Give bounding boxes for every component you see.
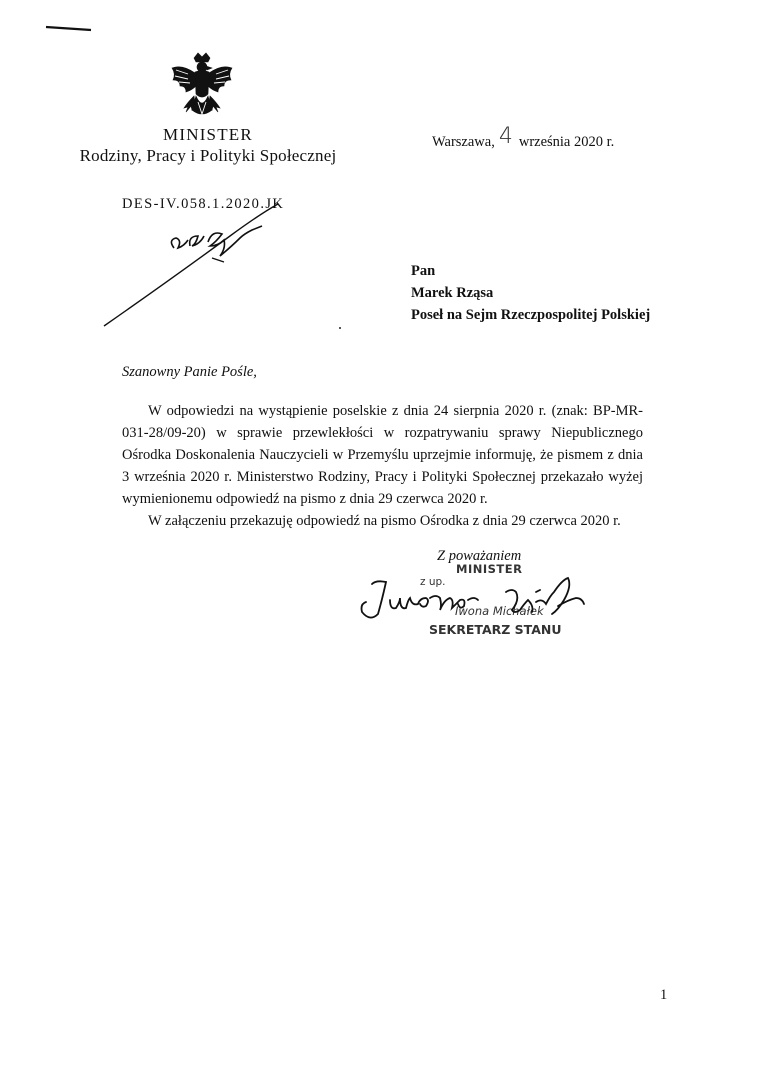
closing-regards: Z poważaniem — [437, 548, 522, 564]
ministry-title: MINISTER — [163, 125, 253, 144]
scan-speck — [339, 327, 341, 329]
ministry-heading — [60, 124, 356, 166]
ministry-name: Rodziny, Pracy i Polityki Społecznej — [79, 146, 337, 165]
page-number: 1 — [660, 987, 668, 1003]
handwritten-day: 4 — [498, 124, 513, 149]
letter-body — [122, 400, 643, 532]
addressee-function: Poseł na Sejm Rzeczpospolitej Polskiej — [411, 307, 651, 323]
place-date — [432, 124, 615, 152]
addressee-name: Marek Rząsa — [411, 285, 494, 301]
handwritten-signature — [356, 570, 596, 630]
corner-dash-mark — [44, 20, 94, 36]
stamp-on-behalf: z up. — [420, 576, 446, 588]
stamp-minister: MINISTER — [456, 562, 523, 576]
initials-signature — [100, 200, 300, 330]
stamp-signatory-name: Iwona Michałek — [455, 604, 544, 618]
reference-number: DES-IV.058.1.2020.JK — [122, 196, 285, 212]
stamp-signatory-title: SEKRETARZ STANU — [429, 622, 562, 637]
paragraph-1: W odpowiedzi na wystąpienie poselskie z dnia 24 sierpnia 2020 r. (znak: BP-MR-031-28/09-20) w sprawie przewlekłości w rozpatrywaniu sprawy Niepublicznego Ośrodka Doskonalenia Nauczycieli w Przemyślu uprzejmie informuję, że pismem z dnia 3 września 2020 r. Ministerstwo Rodziny, Pracy i Polityki Społecznej przekazało wyżej wymienionemu odpowiedź na pismo z dnia 29 czerwca 2020 r. — [122, 403, 643, 507]
date-rest: września 2020 r. — [518, 134, 615, 150]
polish-eagle-emblem-icon — [168, 52, 236, 124]
place: Warszawa, — [432, 134, 495, 150]
salutation: Szanowny Panie Pośle, — [122, 364, 257, 380]
paragraph-2: W załączeniu przekazuję odpowiedź na pismo Ośrodka z dnia 29 czerwca 2020 r. — [148, 513, 621, 529]
addressee-block — [411, 260, 650, 326]
addressee-title: Pan — [411, 263, 436, 279]
